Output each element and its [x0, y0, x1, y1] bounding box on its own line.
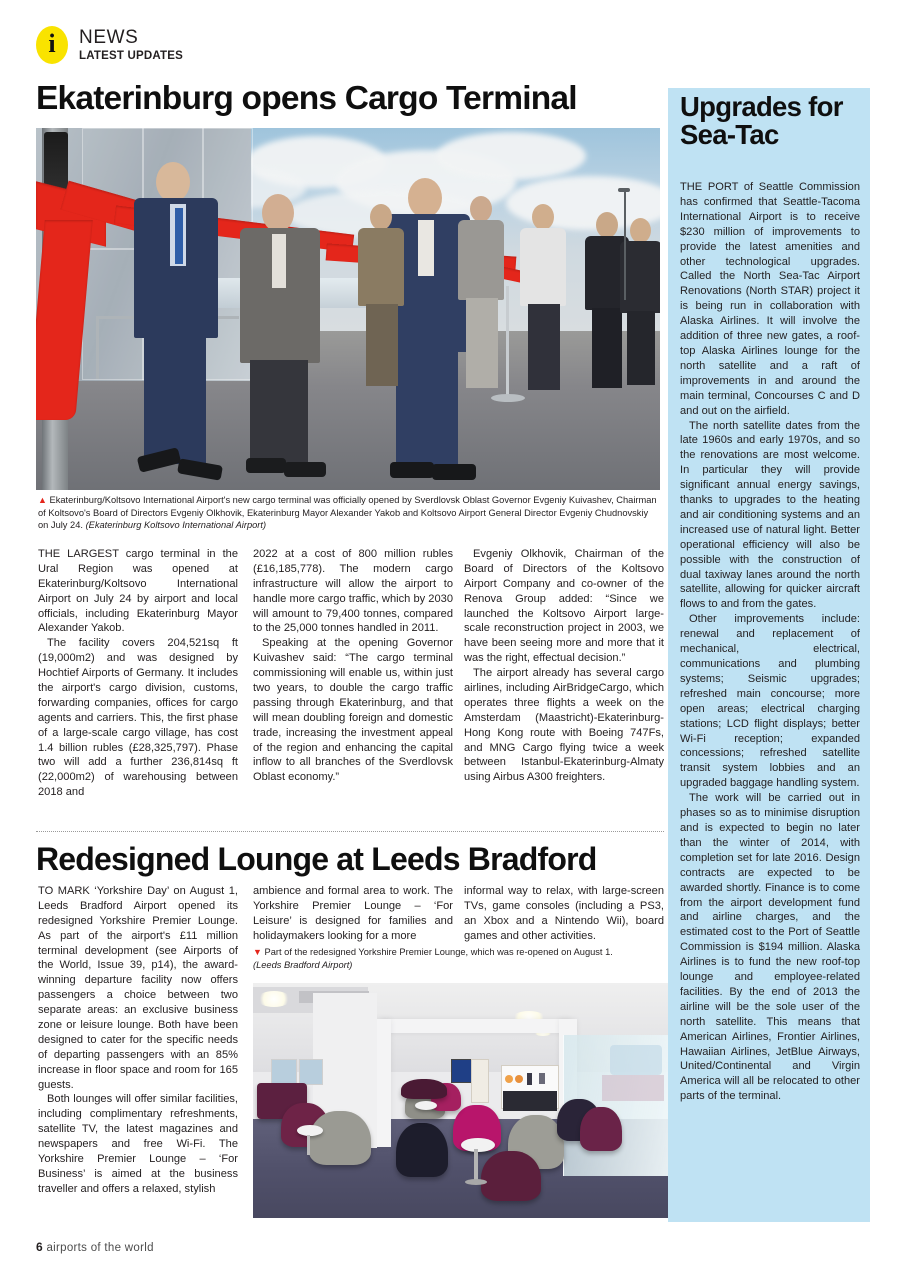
masthead-text: [79, 28, 183, 63]
lamp-head: [618, 188, 630, 192]
sidebar-body: [680, 180, 860, 1104]
lounge-chair: [481, 1151, 541, 1201]
ceiling-light: [257, 991, 291, 1007]
caption-lounge-credit: (Leeds Bradford Airport): [253, 959, 353, 970]
person-figure: [232, 172, 330, 472]
decor-item: [539, 1073, 545, 1084]
side-table: [297, 1125, 323, 1136]
triangle-up-icon: ▲: [38, 495, 47, 505]
lounge-chair: [309, 1111, 371, 1165]
caption-main-text: Ekaterinburg/Koltsovo International Airport's new cargo terminal was officially opened by Sverdlovsk Oblast Governor Evgeniy Kuivashev, Chairman of Koltsovo's Board of Directors Evgeniy Olkhovik, Ekaterinburg Mayor Alexander Yakob and Koltsovo Airport General Director Evgeniy Chudnovskiy on July 24.: [38, 495, 657, 531]
page-footer: [36, 1240, 154, 1254]
page-number: 6: [36, 1240, 43, 1254]
window-pane: [299, 1059, 323, 1085]
person-figure: [354, 200, 408, 390]
caption-main: [38, 494, 660, 532]
paragraph: informal way to relax, with large-screen TVs, game consoles (including a PS3, an Xbox and a Nintendo Wii), board games and other activities.: [464, 885, 664, 942]
caption-main-credit: (Ekaterinburg Koltsovo International Airport): [85, 520, 267, 531]
lamp-post: [624, 190, 626, 300]
paragraph: The work will be carried out in phases so as to minimise disruption and is expected to begin no later than the winter of 2014, with completion set for late 2016. Design contracts are expected to be awarded shortly. Finance is to come from the airport development fund and airline charges, and the estimated cost to the Port of Seattle Commission is $194 million. Alaska Airlines is to fund the new roof-top lounge and employee-related facilities. By the end of 2013 the airline will be the sole user of the north satellite. This means that American Airlines, Frontier Airlines, Hawaiian Airlines, JetBlue Airways, United/Continental and Virgin America will all be relocated to other parts of the terminal.: [680, 792, 860, 1103]
article-main-headline: Ekaterinburg opens Cargo Terminal: [36, 80, 577, 117]
paragraph: The airport already has several cargo airlines, including AirBridgeCargo, which operates three flights a week on the Amsterdam (Maastricht)-Ekaterinburg-Hong Kong route with Boeing 747Fs, and MNG Cargo flying twice a week between Istanbul-Ekaterinburg-Almaty using Airbus A300 freighters.: [464, 667, 664, 784]
glass-graphic: [610, 1045, 662, 1075]
info-circle-icon: [36, 26, 68, 64]
yorkshire-premier-lounge-photo: [253, 983, 668, 1218]
masthead-title: NEWS: [79, 26, 139, 48]
paragraph: The facility covers 204,521sq ft (19,000m2) and was designed by Hochtief Airports of Germany. It includes the airport's cargo division, customs, forwarding companies, offices for cargo agents and carriers. This, the first phase of a large-scale cargo village, has cost 1.4 billion rubles (£28,325,797). Phase two will add a further 236,814sq ft (22,000m2) of warehousing between 2018 and: [38, 637, 238, 799]
paragraph: Evgeniy Olkhovik, Chairman of the Board of Directors of the Koltsovo Airport Company and co-owner of the Renova Group added: “Since we launched the Koltsovo Airport large-scale reconstruction project in 2003, we have been seeing more and more that it was the right, effectual decision.”: [464, 548, 664, 665]
table-base: [465, 1179, 487, 1185]
paragraph: Other improvements include: renewal and replacement of mechanical, electrical, communications and plumbing systems; Seismic upgrades; refreshed main concourse; more open areas; electrical charging stations; LCD flight displays; better Wi-Fi reception; expanded concessions; refreshed satellite transit system lobbies and an upgraded baggage handling system.: [680, 613, 860, 790]
person-figure: [454, 194, 508, 394]
lounge-bench: [401, 1079, 447, 1099]
paragraph: The north satellite dates from the late 1960s and early 1970s, and so the renovations are most welcome. In particular they will provide significant annual energy savings, thanks to upgrades to the heating and air conditioning systems and an increased use of natural light. Better operational efficiency will also be possible with the construction of dual taxiway lanes around the north satellite, allowing for quicker aircraft flows to and from the gates.: [680, 419, 860, 611]
publication-name: airports of the world: [46, 1242, 154, 1254]
stanchion-base: [491, 394, 525, 402]
shelf-unit: [471, 1059, 489, 1103]
paragraph: THE PORT of Seattle Commission has confirmed that Seattle-Tacoma International Airport is to receive $230 million of improvements to provide the latest amenities and other technological upgrades. Called the North Sea-Tac Airport Renovations (North STAR) project it is being run in collaboration with Alaska Airlines. It will involve the addition of three new gates, a roof-top Alaska Airlines lounge for the north satellite and a raft of improvements in and around the main terminal, Concourses C and D and out on the airfield.: [680, 181, 860, 417]
coffee-table: [461, 1138, 495, 1152]
paragraph: 2022 at a cost of 800 million rubles (£16,185,778). The modern cargo infrastructure will allow the airport to handle more cargo traffic, which by 2030 will amount to 79,400 tonnes, compared to the 25,000 tonnes handled in 2011.: [253, 548, 453, 635]
article-second-headline: Redesigned Lounge at Leeds Bradford: [36, 841, 597, 877]
article-main-column-2: [253, 547, 453, 785]
paragraph: Both lounges will offer similar facilities, including complimentary refreshments, satellite TV, the latest magazines and newspapers and free Wi-Fi. The Yorkshire Premier Lounge – ‘For Business’ is aimed at the business traveller and offers a relaxed, stylish: [38, 1093, 238, 1195]
caption-lounge-text: Part of the redesigned Yorkshire Premier Lounge, which was re-opened on August 1.: [264, 947, 613, 957]
archway-header: [381, 1019, 571, 1033]
person-figure: [516, 202, 570, 392]
section-divider: [36, 831, 664, 832]
caption-lounge: [253, 946, 668, 971]
paragraph: ambience and formal area to work. The Yorkshire Premier Lounge – ‘For Leisure’ is designed for families and holidaymakers looking for a more: [253, 885, 453, 942]
glass-graphic: [602, 1075, 664, 1101]
fridge-unit: [503, 1091, 557, 1111]
paragraph: Speaking at the opening Governor Kuivashev said: “The cargo terminal commissioning will enable us, within just two years, to double the cargo traffic passing through Ekaterinburg, and that will mean doubling foreign and domestic trade, increasing the investment appeal of the region and enhancing the capital inflow to all branches of the Sverdlovsk Oblast economy.”: [253, 637, 453, 784]
article-main-column-3: [464, 547, 664, 785]
masthead-subtitle: LATEST UPDATES: [79, 50, 183, 63]
person-figure: [122, 152, 230, 482]
triangle-down-icon: ▼: [253, 947, 262, 957]
lounge-chair: [580, 1107, 622, 1151]
paragraph: THE LARGEST cargo terminal in the Ural Region was opened at Ekaterinburg/Koltsovo International Airport on July 24 by airport and local officials, including Ekaterinburg Mayor Alexander Yakob.: [38, 548, 238, 635]
decor-item: [527, 1073, 532, 1085]
side-table: [415, 1101, 437, 1110]
window-pane: [271, 1059, 297, 1085]
stanchion-pole: [506, 286, 509, 398]
article-second-column-2: [253, 884, 453, 944]
masthead: [36, 20, 336, 70]
paragraph: TO MARK ‘Yorkshire Day’ on August 1, Leeds Bradford Airport opened its redesigned Yorkshire Premier Lounge. As part of the airport's £11 million terminal development (see Airports of the World, Issue 39, p14), the award-winning departure facility now offers passengers a choice between two separate areas: an exclusive business zone or leisure lounge. Both have been designed to cater for the specific needs of departing passengers with an 85% increase in floor space and room for 165 guests.: [38, 885, 238, 1091]
sidebar-headline: Upgrades for Sea-Tac: [680, 91, 843, 151]
table-stem: [474, 1149, 478, 1181]
article-main-column-1: [38, 547, 238, 800]
decor-item: [505, 1075, 513, 1083]
article-second-column-1: [38, 884, 238, 1197]
ribbon-cutting-ceremony-photo: [36, 128, 660, 490]
info-glyph: i: [48, 29, 56, 58]
table-stem: [307, 1135, 310, 1155]
lounge-chair: [396, 1123, 448, 1177]
article-second-column-3: [464, 884, 664, 944]
decor-item: [515, 1075, 523, 1083]
